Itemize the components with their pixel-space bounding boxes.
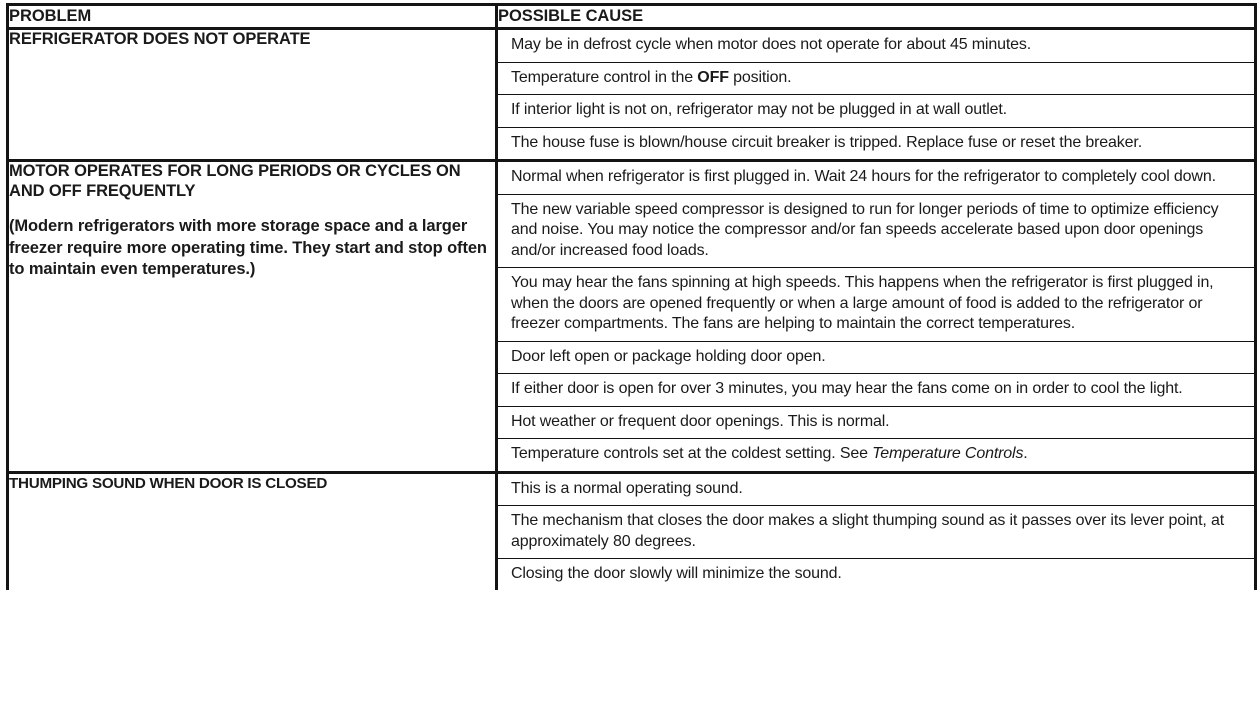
- cause-cell: [497, 472, 1256, 590]
- cause-text-part: Temperature controls set at the coldest setting. See: [511, 445, 873, 462]
- list-item: [498, 439, 1254, 471]
- cause-text: [498, 474, 1254, 506]
- table-row: [8, 29, 1256, 161]
- problem-cell: [8, 161, 497, 473]
- cause-text: [498, 374, 1254, 407]
- list-item: [498, 268, 1254, 342]
- cause-text: [498, 162, 1254, 194]
- cause-text-part: The new variable speed compressor is designed to run for longer periods of time to optimize efficiency and noise. You may notice the compressor and/or fan speeds accelerate based upon door openings and/or increased food loads.: [511, 200, 1219, 259]
- cause-text-part: Closing the door slowly will minimize the sound.: [511, 565, 842, 582]
- cause-text: [498, 506, 1254, 559]
- table-row: [8, 472, 1256, 590]
- table-row: [8, 161, 1256, 473]
- cause-text-part: Hot weather or frequent door openings. This is normal.: [511, 412, 890, 430]
- problem-title: REFRIGERATOR DOES NOT OPERATE: [9, 30, 311, 48]
- cause-list: [498, 162, 1254, 471]
- column-header-problem: PROBLEM: [8, 5, 497, 29]
- cause-text: [498, 559, 1254, 591]
- cause-text-part: May be in defrost cycle when motor does not operate for about 45 minutes.: [511, 36, 1032, 53]
- cause-text-strong: OFF: [697, 68, 729, 86]
- cause-text-part: The house fuse is blown/house circuit breaker is tripped. Replace fuse or reset the breaker.: [511, 133, 1142, 151]
- list-item: [498, 30, 1254, 62]
- cause-text-part: If either door is open for over 3 minutes, you may hear the fans come on in order to cool the light.: [511, 380, 1183, 397]
- cause-text-part: .: [1023, 445, 1028, 462]
- problem-title: MOTOR OPERATES FOR LONG PERIODS OR CYCLES ON AND OFF FREQUENTLY: [9, 162, 461, 200]
- list-item: [498, 62, 1254, 95]
- cause-list: [498, 30, 1254, 159]
- list-item: [498, 341, 1254, 374]
- cause-list: [498, 474, 1254, 591]
- cause-text: [498, 268, 1254, 342]
- cause-text-part: Door left open or package holding door open.: [511, 347, 826, 365]
- cause-text: [498, 406, 1254, 439]
- list-item: [498, 162, 1254, 194]
- list-item: [498, 127, 1254, 159]
- problem-note: (Modern refrigerators with more storage space and a larger freezer require more operating time. They start and stop often to maintain even temperatures.): [9, 217, 487, 278]
- table-header-row: [8, 5, 1256, 29]
- cause-text-part: The mechanism that closes the door makes a slight thumping sound as it passes over its lever point, at approximately 80 degrees.: [511, 512, 1225, 550]
- cause-text: [498, 30, 1254, 62]
- cause-text-part: Normal when refrigerator is first plugged in. Wait 24 hours for the refrigerator to completely cool down.: [511, 168, 1216, 185]
- cause-text: [498, 341, 1254, 374]
- troubleshooting-table: [6, 3, 1257, 590]
- problem-cell: [8, 472, 497, 590]
- cause-text-part: You may hear the fans spinning at high speeds. This happens when the refrigerator is first plugged in, when the doors are opened frequently or when a large amount of food is added to the refrigerator or freezer compartments. The fans are helping to maintain the correct temperatures.: [511, 274, 1214, 332]
- cause-text-part: Temperature control in the: [511, 68, 698, 86]
- list-item: [498, 406, 1254, 439]
- cause-text: [498, 127, 1254, 159]
- cause-text: [498, 95, 1254, 128]
- list-item: [498, 374, 1254, 407]
- cause-text-part: position.: [728, 68, 792, 86]
- cause-text-emphasis: Temperature Controls: [872, 445, 1024, 462]
- list-item: [498, 194, 1254, 268]
- cause-text: [498, 194, 1254, 268]
- cause-cell: [497, 29, 1256, 161]
- cause-text: [498, 62, 1254, 95]
- cause-text: [498, 439, 1254, 471]
- problem-title: THUMPING SOUND WHEN DOOR IS CLOSED: [9, 474, 328, 492]
- list-item: [498, 506, 1254, 559]
- list-item: [498, 474, 1254, 506]
- cause-text-part: If interior light is not on, refrigerator may not be plugged in at wall outlet.: [511, 101, 1007, 118]
- problem-cell: [8, 29, 497, 161]
- list-item: [498, 559, 1254, 591]
- column-header-possible-cause: POSSIBLE CAUSE: [497, 5, 1256, 29]
- list-item: [498, 95, 1254, 128]
- cause-cell: [497, 161, 1256, 473]
- cause-text-part: This is a normal operating sound.: [511, 479, 743, 497]
